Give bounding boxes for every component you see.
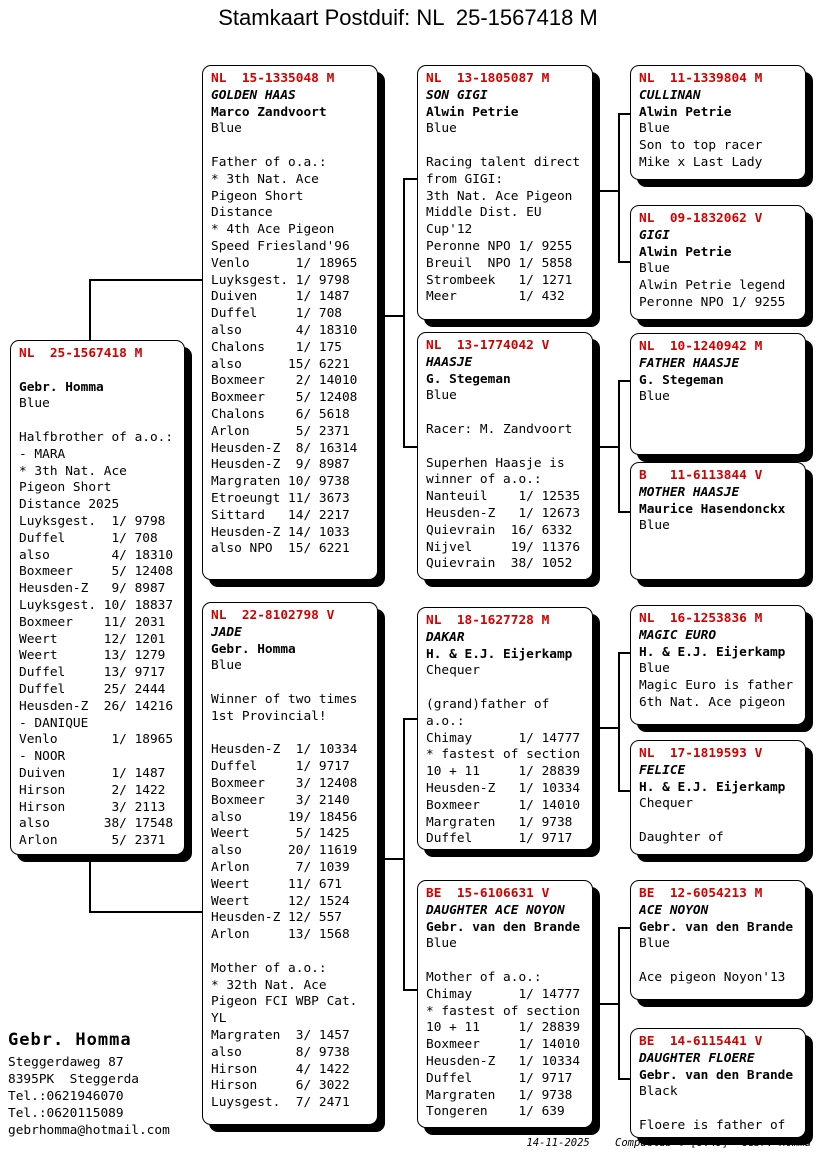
text-line: Blue [639, 936, 670, 952]
text-line: Chequer [639, 796, 693, 812]
text-line: Distance [211, 205, 273, 221]
connector-line [89, 279, 202, 281]
text-line: Gebr. van den Brande [639, 1067, 794, 1083]
owner-address-block [8, 1054, 170, 1139]
text-line: Heusden-Z 1/ 10334 [426, 1053, 581, 1069]
text-line: DAUGHTER ACE NOYON [426, 902, 565, 918]
text-line [639, 953, 797, 970]
text-line: Maurice Hasendonckx [639, 501, 786, 517]
box-body [426, 355, 584, 573]
box-body [639, 1051, 797, 1135]
text-line: Blue [426, 936, 457, 952]
ring-number: NL 22-8102798 V [211, 608, 335, 623]
pedigree-box-ggp-4 [630, 462, 806, 580]
page-title: Stamkaart Postduif: NL 25-1567418 M [218, 5, 598, 30]
text-line: Tel.:0621946070 [8, 1089, 124, 1104]
text-line: Duffel 1/ 708 [19, 530, 158, 546]
text-line: Speed Friesland'96 [211, 238, 350, 254]
ring-number: NL 15-1335048 M [211, 71, 335, 86]
connector-line [593, 190, 620, 192]
connector-line [618, 790, 630, 792]
text-line: Boxmeer 5/ 12408 [19, 564, 174, 580]
text-line: * 3th Nat. Ace [211, 171, 319, 187]
text-line: Weert 5/ 1425 [211, 826, 350, 842]
connector-line [618, 380, 630, 382]
text-line: * fastest of section [426, 1003, 581, 1019]
text-line: GOLDEN HAAS [211, 87, 296, 103]
text-line: Hirson 3/ 2113 [19, 799, 166, 815]
text-line: Tel.:0620115089 [8, 1106, 124, 1121]
text-line: Venlo 1/ 18965 [19, 732, 174, 748]
connector-line [618, 927, 620, 1080]
text-line: Alwin Petrie [639, 244, 732, 260]
pedigree-box-ggp-8 [630, 1028, 806, 1138]
text-line: Boxmeer 3/ 12408 [211, 775, 358, 791]
text-line: 8395PK Steggerda [8, 1072, 139, 1087]
connector-line [593, 446, 620, 448]
text-line: Halfbrother of a.o.: [19, 429, 174, 445]
ring-number: NL 09-1832062 V [639, 211, 763, 226]
box-body [639, 356, 797, 406]
text-line: * 3th Nat. Ace [19, 463, 127, 479]
connector-line [618, 380, 620, 513]
text-line: Heusden-Z 1/ 12673 [426, 505, 581, 521]
owner-name: Gebr. Homma [8, 1030, 132, 1050]
text-line: also 19/ 18456 [211, 809, 358, 825]
pedigree-box-ggp-5 [630, 605, 806, 725]
text-line: Nanteuil 1/ 12535 [426, 489, 581, 505]
ring-number: NL 25-1567418 M [19, 346, 143, 361]
text-line: GIGI [639, 227, 670, 243]
text-line: Mother of a.o.: [426, 969, 542, 985]
text-line: 3th Nat. Ace Pigeon [426, 188, 573, 204]
text-line: ACE NOYON [639, 902, 709, 918]
text-line: Meer 1/ 432 [426, 289, 565, 305]
text-line [211, 675, 369, 692]
connector-line [618, 511, 630, 513]
text-line: Heusden-Z 1/ 10334 [426, 780, 581, 796]
text-line: Venlo 1/ 18965 [211, 255, 358, 271]
text-line [19, 363, 176, 380]
text-line: Chimay 1/ 14777 [426, 986, 581, 1002]
text-line: 10 + 11 1/ 28839 [426, 1020, 581, 1036]
text-line: 10 + 11 1/ 28839 [426, 764, 581, 780]
text-line: Duffel 1/ 9717 [426, 831, 573, 847]
text-line: Blue [211, 121, 242, 137]
text-line: Blue [426, 388, 457, 404]
connector-line [403, 178, 417, 180]
text-line: MOTHER HAASJE [639, 484, 740, 500]
text-line: Blue [639, 261, 670, 277]
text-line: FATHER HAASJE [639, 355, 740, 371]
text-line: Racer: M. Zandvoort [426, 421, 573, 437]
pedigree-box-grandmother-maternal [417, 880, 593, 1128]
text-line: Quievrain 38/ 1052 [426, 556, 573, 572]
text-line: Margraten 1/ 9738 [426, 1087, 573, 1103]
text-line: Magic Euro is father [639, 678, 794, 694]
connector-line [403, 446, 417, 448]
pedigree-box-ggp-7 [630, 880, 806, 1000]
text-line: Winner of two times [211, 691, 358, 707]
text-line: Marco Zandvoort [211, 104, 327, 120]
text-line: Duffel 1/ 9717 [211, 759, 350, 775]
text-line: Heusden-Z 1/ 10334 [211, 742, 358, 758]
connector-line [89, 911, 202, 913]
text-line [426, 439, 584, 456]
pedigree-box-mother [202, 602, 378, 1125]
text-line: (grand)father of [426, 696, 550, 712]
text-line: also NPO 15/ 6221 [211, 541, 350, 557]
pedigree-box-ggp-3 [630, 333, 806, 455]
box-body [426, 630, 584, 848]
text-line: Daughter of [639, 829, 724, 845]
text-line: Gebr. van den Brande [639, 919, 794, 935]
text-line: Mother of a.o.: [211, 960, 327, 976]
text-line: Distance 2025 [19, 497, 120, 513]
text-line: Father of o.a.: [211, 154, 327, 170]
text-line: - MARA [19, 446, 66, 462]
text-line: Hirson 6/ 3022 [211, 1078, 350, 1094]
pedigree-box-ggp-6 [630, 740, 806, 855]
text-line: Nijvel 19/ 11376 [426, 539, 581, 555]
text-line: Gebr. van den Brande [426, 919, 581, 935]
text-line: Duffel 1/ 9717 [426, 1070, 573, 1086]
text-line [426, 953, 584, 970]
ring-number: B 11-6113844 V [639, 468, 763, 483]
text-line: Heusden-Z 12/ 557 [211, 910, 342, 926]
text-line [211, 726, 369, 743]
text-line: Alwin Petrie legend [639, 278, 786, 294]
text-line: Duiven 1/ 1487 [19, 765, 166, 781]
text-line: YL [211, 1011, 227, 1027]
ring-number: NL 18-1627728 M [426, 613, 550, 628]
text-line: Chalons 1/ 175 [211, 339, 342, 355]
text-line: Arlon 7/ 1039 [211, 859, 350, 875]
text-line: Weert 12/ 1201 [19, 631, 166, 647]
box-body [19, 363, 176, 850]
box-body [639, 763, 797, 847]
text-line: * 32th Nat. Ace [211, 977, 327, 993]
text-line: Heusden-Z 9/ 8987 [19, 581, 166, 597]
ring-number: NL 11-1339804 M [639, 71, 763, 86]
text-line: H. & E.J. Eijerkamp [639, 779, 786, 795]
text-line: Quievrain 16/ 6332 [426, 522, 573, 538]
connector-line [618, 1078, 630, 1080]
text-line: DAUGHTER FLOERE [639, 1050, 755, 1066]
text-line: Blue [426, 121, 457, 137]
connector-line [618, 927, 630, 929]
text-line: Ace pigeon Noyon'13 [639, 969, 786, 985]
text-line: Blue [639, 121, 670, 137]
text-line: Alwin Petrie [426, 104, 519, 120]
text-line: Boxmeer 3/ 2140 [211, 792, 350, 808]
pedigree-box-subject [10, 340, 185, 855]
text-line: Margraten 3/ 1457 [211, 1027, 350, 1043]
connector-line [618, 652, 620, 792]
text-line: JADE [211, 624, 242, 640]
text-line [639, 1101, 797, 1118]
connector-line [618, 261, 630, 263]
pedigree-box-father [202, 65, 378, 580]
text-line [211, 138, 369, 155]
text-line: also 38/ 17548 [19, 816, 174, 832]
text-line: CULLINAN [639, 87, 701, 103]
text-line: Pigeon Short [19, 480, 112, 496]
text-line [426, 405, 584, 422]
box-body [426, 88, 584, 306]
text-line: Heusden-Z 9/ 8987 [211, 457, 350, 473]
text-line: Arlon 13/ 1568 [211, 927, 350, 943]
text-line: MAGIC EURO [639, 627, 717, 643]
text-line: Weert 11/ 671 [211, 876, 342, 892]
connector-line [89, 279, 91, 340]
text-line: Boxmeer 1/ 14010 [426, 797, 581, 813]
ring-number: BE 12-6054213 M [639, 886, 763, 901]
text-line: Steggerdaweg 87 [8, 1055, 124, 1070]
connector-line [618, 113, 620, 263]
text-line: Son to top racer [639, 138, 763, 154]
text-line: G. Stegeman [426, 371, 511, 387]
text-line: * fastest of section [426, 747, 581, 763]
text-line: Blue [19, 396, 50, 412]
connector-line [618, 113, 630, 115]
text-line: Superhen Haasje is [426, 455, 565, 471]
text-line: Blue [639, 661, 670, 677]
text-line: Middle Dist. EU [426, 205, 542, 221]
text-line: Arlon 5/ 2371 [19, 833, 166, 849]
text-line: - DANIQUE [19, 715, 89, 731]
text-line: from GIGI: [426, 171, 504, 187]
text-line [211, 944, 369, 961]
pedigree-box-ggp-1 [630, 65, 806, 180]
text-line: Sittard 14/ 2217 [211, 507, 350, 523]
text-line: Peronne NPO 1/ 9255 [639, 294, 786, 310]
box-body [639, 903, 797, 987]
connector-line [403, 989, 417, 991]
text-line: Boxmeer 2/ 14010 [211, 373, 358, 389]
text-line: Arlon 5/ 2371 [211, 423, 350, 439]
text-line: Boxmeer 11/ 2031 [19, 614, 166, 630]
text-line: Pigeon Short [211, 188, 304, 204]
pedigree-box-grandfather-paternal [417, 65, 593, 320]
text-line: Etroeungt 11/ 3673 [211, 490, 350, 506]
text-line: Duffel 13/ 9717 [19, 665, 166, 681]
text-line: Blue [211, 658, 242, 674]
ring-number: NL 10-1240942 M [639, 339, 763, 354]
text-line: Duiven 1/ 1487 [211, 289, 350, 305]
ring-number: NL 13-1774042 V [426, 338, 550, 353]
connector-line [378, 858, 405, 860]
text-line: Gebr. Homma [211, 641, 296, 657]
ring-number: NL 16-1253836 M [639, 611, 763, 626]
text-line: also 8/ 9738 [211, 1044, 350, 1060]
connector-line [403, 718, 405, 991]
box-body [639, 485, 797, 535]
text-line: Strombeek 1/ 1271 [426, 272, 573, 288]
ring-number: NL 17-1819593 V [639, 746, 763, 761]
box-body [211, 625, 369, 1112]
connector-line [403, 178, 405, 448]
text-line: G. Stegeman [639, 372, 724, 388]
ring-number: BE 15-6106631 V [426, 886, 550, 901]
connector-line [378, 315, 405, 317]
text-line: also 15/ 6221 [211, 356, 350, 372]
box-body [426, 903, 584, 1121]
text-line: Luyksgest. 1/ 9798 [19, 513, 166, 529]
text-line: * 4th Ace Pigeon [211, 222, 335, 238]
text-line: DAKAR [426, 629, 465, 645]
text-line: Tongeren 1/ 639 [426, 1104, 565, 1120]
text-line: Breuil NPO 1/ 5858 [426, 255, 573, 271]
text-line [19, 413, 176, 430]
text-line: Boxmeer 1/ 14010 [426, 1037, 581, 1053]
text-line: Chequer [426, 663, 480, 679]
text-line: Margraten 10/ 9738 [211, 474, 350, 490]
text-line: Weert 12/ 1524 [211, 893, 350, 909]
text-line: also 20/ 11619 [211, 843, 358, 859]
text-line: HAASJE [426, 354, 473, 370]
text-line: Pigeon FCI WBP Cat. [211, 994, 358, 1010]
text-line: FELICE [639, 762, 686, 778]
box-body [639, 228, 797, 312]
connector-line [593, 1003, 620, 1005]
text-line: Hirson 4/ 1422 [211, 1061, 350, 1077]
text-line: a.o.: [426, 713, 465, 729]
text-line: gebrhomma@hotmail.com [8, 1123, 170, 1138]
text-line: Blue [639, 518, 670, 534]
text-line: Mike x Last Lady [639, 154, 763, 170]
connector-line [618, 652, 630, 654]
text-line: Peronne NPO 1/ 9255 [426, 238, 573, 254]
text-line: Heusden-Z 8/ 16314 [211, 440, 358, 456]
text-line: Black [639, 1084, 678, 1100]
text-line: Chalons 6/ 5618 [211, 406, 350, 422]
text-line: SON GIGI [426, 87, 488, 103]
text-line: Luyksgest. 10/ 18837 [19, 597, 174, 613]
footer-credit: 14-11-2025 Compuclub © [9.49] Gebr. Homma [526, 1137, 811, 1149]
text-line: H. & E.J. Eijerkamp [639, 644, 786, 660]
text-line: Weert 13/ 1279 [19, 648, 166, 664]
text-line: Luysgest. 7/ 2471 [211, 1095, 350, 1111]
text-line [639, 813, 797, 830]
connector-line [403, 718, 417, 720]
text-line: Cup'12 [426, 222, 473, 238]
text-line: Luyksgest. 1/ 9798 [211, 272, 350, 288]
text-line: Margraten 1/ 9738 [426, 814, 573, 830]
text-line: also 4/ 18310 [211, 322, 358, 338]
text-line: winner of a.o.: [426, 472, 542, 488]
text-line: Floere is father of [639, 1117, 786, 1133]
pedigree-box-ggp-2 [630, 205, 806, 320]
connector-line [593, 727, 620, 729]
box-body [639, 88, 797, 172]
text-line: Boxmeer 5/ 12408 [211, 390, 358, 406]
pedigree-box-grandfather-maternal [417, 607, 593, 850]
text-line: Gebr. Homma [19, 379, 104, 395]
ring-number: BE 14-6115441 V [639, 1034, 763, 1049]
text-line: Heusden-Z 14/ 1033 [211, 524, 350, 540]
text-line: - NOOR [19, 749, 66, 765]
ring-number: NL 13-1805087 M [426, 71, 550, 86]
box-body [639, 628, 797, 712]
pedigree-box-grandmother-paternal [417, 332, 593, 580]
text-line: also 4/ 18310 [19, 547, 174, 563]
text-line [426, 138, 584, 155]
text-line: 1st Provincial! [211, 708, 327, 724]
text-line: H. & E.J. Eijerkamp [426, 646, 573, 662]
text-line: Duffel 1/ 708 [211, 306, 342, 322]
text-line: Blue [639, 389, 670, 405]
box-body [211, 88, 369, 558]
text-line: Alwin Petrie [639, 104, 732, 120]
text-line: Chimay 1/ 14777 [426, 730, 581, 746]
text-line [426, 680, 584, 697]
connector-line [89, 855, 91, 913]
text-line: Duffel 25/ 2444 [19, 681, 166, 697]
text-line: 6th Nat. Ace pigeon [639, 694, 786, 710]
text-line: Heusden-Z 26/ 14216 [19, 698, 174, 714]
text-line: Hirson 2/ 1422 [19, 782, 166, 798]
text-line: Racing talent direct [426, 154, 581, 170]
